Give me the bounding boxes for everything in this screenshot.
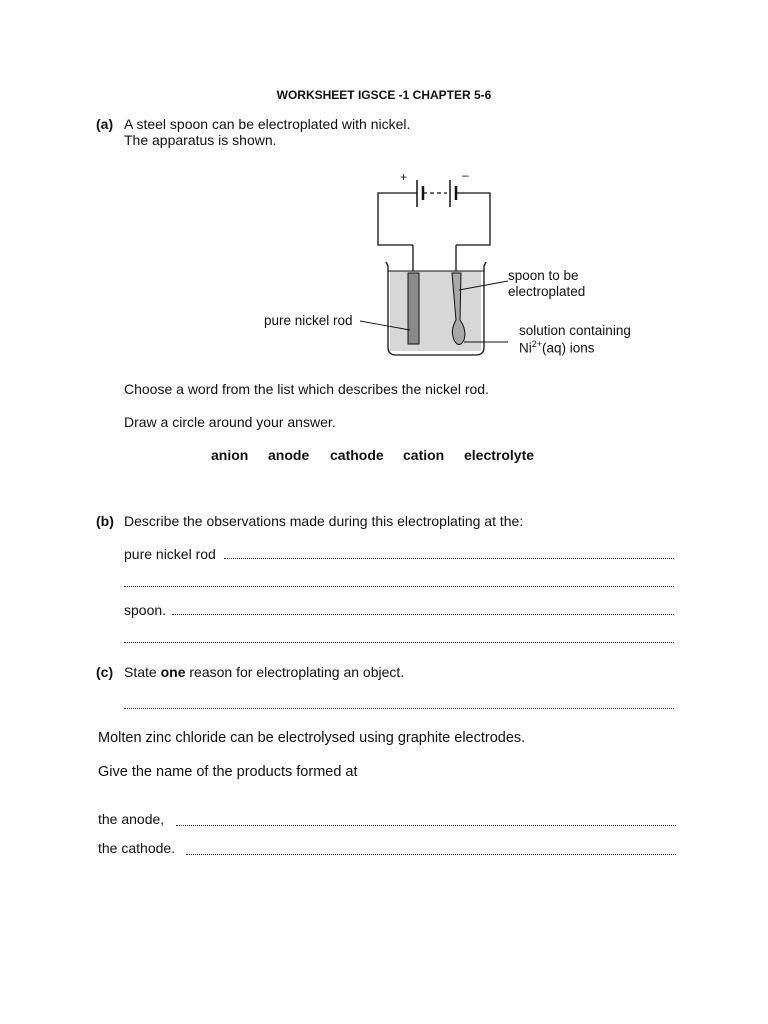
worksheet-title: WORKSHEET IGSCE -1 CHAPTER 5-6 <box>276 88 492 102</box>
spoon-prompt: spoon. <box>124 602 167 618</box>
right-wire <box>456 193 490 245</box>
rod-label: pure nickel rod <box>264 313 353 328</box>
option-anode[interactable]: anode <box>268 447 310 463</box>
spoon-label-2: electroplated <box>508 284 586 299</box>
option-cation[interactable]: cation <box>403 447 445 463</box>
part-a-line1: A steel spoon can be electroplated with nickel. <box>124 116 411 132</box>
instruction-choose: Choose a word from the list which describes the nickel rod. <box>124 381 489 397</box>
spoon-label-1: spoon to be <box>508 268 579 283</box>
products-question: Give the name of the products formed at <box>98 764 358 780</box>
part-a-label: (a) <box>96 116 114 132</box>
rod-answer-line-2[interactable] <box>124 586 674 587</box>
negative-terminal: – <box>462 168 469 182</box>
instruction-circle: Draw a circle around your answer. <box>124 414 336 430</box>
positive-terminal: + <box>400 170 408 184</box>
spoon-answer-line-1[interactable] <box>172 614 674 615</box>
option-electrolyte[interactable]: electrolyte <box>464 447 535 463</box>
part-a-line2: The apparatus is shown. <box>124 132 277 148</box>
solution-label-2: $Ni^{2+}(aq)$ ions <box>519 339 595 356</box>
solution <box>390 271 481 351</box>
part-b-question: Describe the observations made during this electroplating at the: <box>124 513 524 529</box>
reason-answer-line[interactable] <box>124 708 674 709</box>
rod-prompt: pure nickel rod <box>124 546 216 562</box>
zinc-chloride-statement: Molten zinc chloride can be electrolysed using graphite electrodes. <box>98 730 526 746</box>
part-c-question: State one reason for electroplating an object. <box>124 664 405 680</box>
solution-label-1: solution containing <box>519 323 631 338</box>
anode-prompt: the anode, <box>98 811 165 827</box>
option-anion[interactable]: anion <box>211 447 249 463</box>
cathode-answer-line[interactable] <box>186 854 676 855</box>
option-cathode[interactable]: cathode <box>330 447 384 463</box>
nickel-rod <box>408 273 419 344</box>
part-b-label: (b) <box>96 513 114 529</box>
cathode-prompt: the cathode. <box>98 840 176 856</box>
part-c-label: (c) <box>96 664 114 680</box>
rod-answer-line-1[interactable] <box>224 558 674 559</box>
left-wire <box>378 193 417 245</box>
anode-answer-line[interactable] <box>176 825 676 826</box>
spoon-answer-line-2[interactable] <box>124 642 674 643</box>
